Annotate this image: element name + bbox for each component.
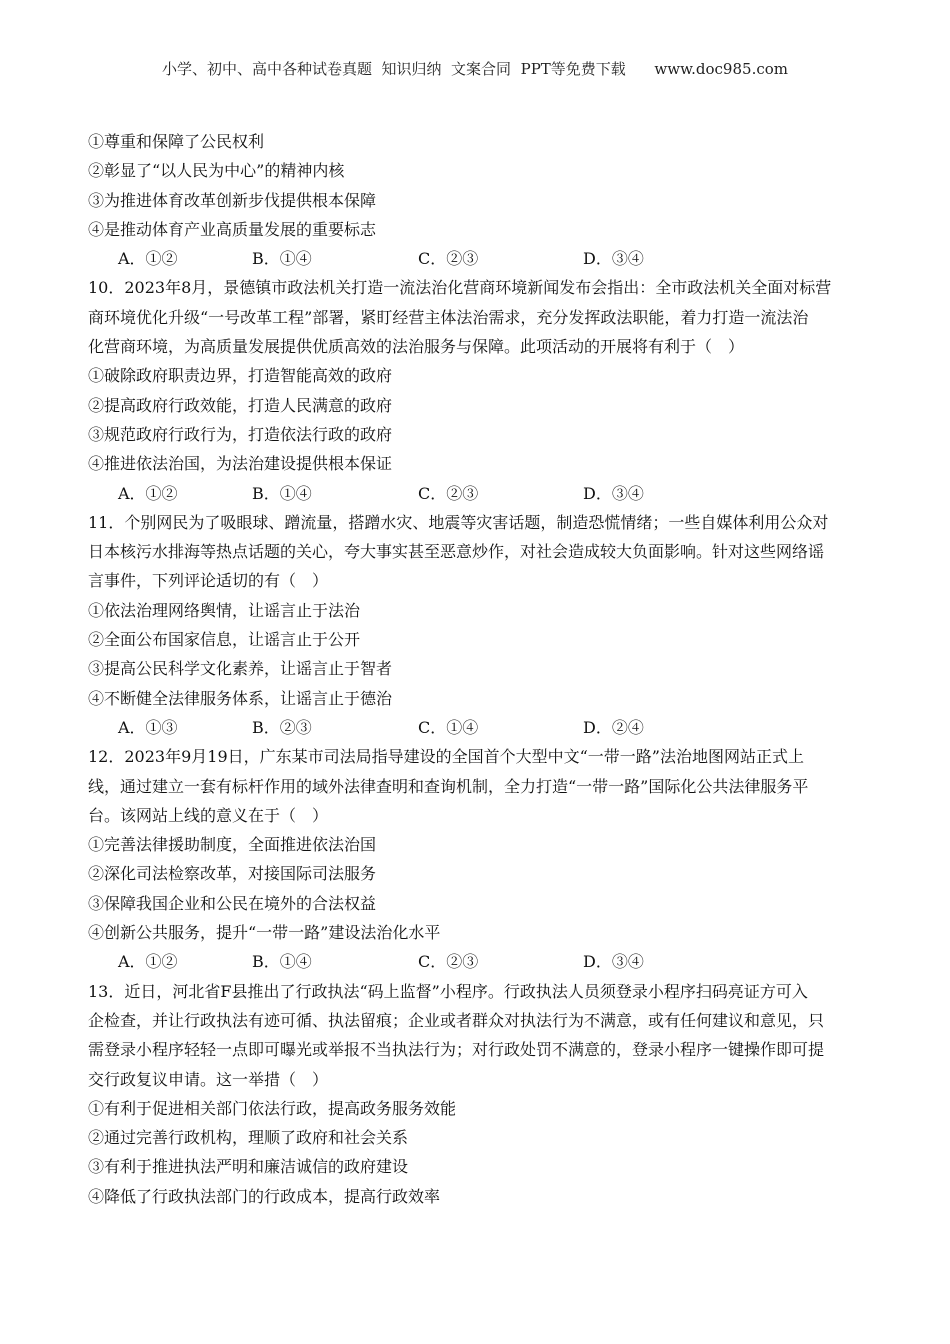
question-11-item: ④不断健全法律服务体系，让谣言止于德治 [88, 688, 393, 708]
question-12-options [88, 947, 868, 976]
option-d: D．③④ [583, 952, 644, 972]
question-12-item: ①完善法律援助制度，全面推进依法治国 [88, 835, 377, 855]
question-9-item: ①尊重和保障了公民权利 [88, 132, 265, 151]
option-a: A．①② [118, 952, 178, 972]
question-10-stem: 商环境优化升级“一号改革工程”部署，紧盯经营主体法治需求，充分发挥政法职能，着力打造一流法治 [88, 307, 809, 327]
question-13-item: ④降低了行政执法部门的行政成本，提高行政效率 [88, 1186, 441, 1206]
option-b: B．②③ [252, 717, 312, 737]
question-13-stem: 需登录小程序轻轻一点即可曝光或举报不当执法行为；对行政处罚不满意的，登录小程序一键操作即可提 [88, 1040, 825, 1060]
question-13 [88, 977, 868, 1211]
question-12-item: ④创新公共服务，提升“一带一路”建设法治化水平 [88, 923, 441, 943]
question-10 [88, 273, 868, 507]
option-a: A．①② [118, 483, 178, 503]
question-12-item: ②深化司法检察改革，对接国际司法服务 [88, 864, 377, 884]
question-12-stem: 12．2023年9月19日，广东某市司法局指导建设的全国首个大型中文“一带一路”法治地图网站正式上 [88, 747, 804, 767]
question-9-item: ②彰显了“以人民为中心”的精神内核 [88, 161, 345, 181]
question-13-item: ③有利于推进执法严明和廉洁诚信的政府建设 [88, 1157, 409, 1177]
option-b: B．①④ [252, 952, 312, 972]
question-13-stem: 13．近日，河北省F县推出了行政执法“码上监督”小程序。行政执法人员须登录小程序扫码亮证方可入 [88, 981, 808, 1001]
question-10-item: ②提高政府行政效能，打造人民满意的政府 [88, 395, 393, 415]
question-11-stem: 言事件，下列评论适切的有（ ） [88, 571, 329, 591]
question-13-item: ①有利于促进相关部门依法行政，提高政务服务效能 [88, 1098, 457, 1118]
question-10-options [88, 479, 868, 508]
option-a: A．①③ [118, 717, 178, 737]
option-d: D．②④ [583, 717, 644, 737]
option-a: A．①② [118, 249, 178, 269]
question-12-stem: 线，通过建立一套有标杆作用的域外法律查明和查询机制，全力打造“一带一路”国际化公共法律服务平 [88, 776, 809, 796]
option-b: B．①④ [252, 483, 312, 503]
question-11-stem: 日本核污水排海等热点话题的关心，夸大事实甚至恶意炒作，对社会造成较大负面影响。针对这些网络谣 [88, 542, 825, 562]
question-11-item: ②全面公布国家信息，让谣言止于公开 [88, 630, 361, 650]
question-13-stem: 交行政复议申请。这一举措（ ） [88, 1069, 329, 1089]
option-c: C．②③ [418, 952, 479, 972]
question-11-item: ①依法治理网络舆情，让谣言止于法治 [88, 600, 361, 620]
question-9-options [88, 244, 868, 273]
question-11-options [88, 713, 868, 742]
page-header: 小学、初中、高中各种试卷真题 知识归纳 文案合同 PPT等免费下载 www.doc985.com [161, 60, 788, 78]
question-11-item: ③提高公民科学文化素养，让谣言止于智者 [88, 659, 393, 679]
question-12-stem: 台。该网站上线的意义在于（ ） [88, 805, 329, 825]
question-13-stem: 企检查，并让行政执法有迹可循、执法留痕；企业或者群众对执法行为不满意，或有任何建议和意见，只 [88, 1010, 825, 1030]
question-10-stem: 化营商环境，为高质量发展提供优质高效的法治服务与保障。此项活动的开展将有利于（ ） [88, 337, 745, 357]
option-c: C．②③ [418, 249, 479, 269]
question-13-item: ②通过完善行政机构，理顺了政府和社会关系 [88, 1128, 409, 1148]
question-9 [88, 127, 868, 273]
question-9-item: ④是推动体育产业高质量发展的重要标志 [88, 219, 377, 239]
question-10-item: ①破除政府职责边界，打造智能高效的政府 [88, 366, 393, 386]
question-12-item: ③保障我国企业和公民在境外的合法权益 [88, 893, 377, 913]
option-c: C．①④ [418, 717, 479, 737]
question-10-item: ③规范政府行政行为，打造依法行政的政府 [88, 424, 393, 444]
option-c: C．②③ [418, 483, 479, 503]
question-11-stem: 11．个别网民为了吸眼球、蹭流量，搭蹭水灾、地震等灾害话题，制造恐慌情绪；一些自媒体利用公众对 [88, 512, 829, 532]
question-11 [88, 508, 868, 742]
question-10-item: ④推进依法治国，为法治建设提供根本保证 [88, 454, 393, 474]
question-9-item: ③为推进体育改革创新步伐提供根本保障 [88, 190, 377, 210]
question-list [88, 127, 868, 1211]
option-b: B．①④ [252, 249, 312, 269]
question-10-stem: 10．2023年8月，景德镇市政法机关打造一流法治化营商环境新闻发布会指出：全市政法机关全面对标营 [88, 278, 832, 298]
option-d: D．③④ [583, 249, 644, 269]
question-12 [88, 742, 868, 976]
option-d: D．③④ [583, 483, 644, 503]
